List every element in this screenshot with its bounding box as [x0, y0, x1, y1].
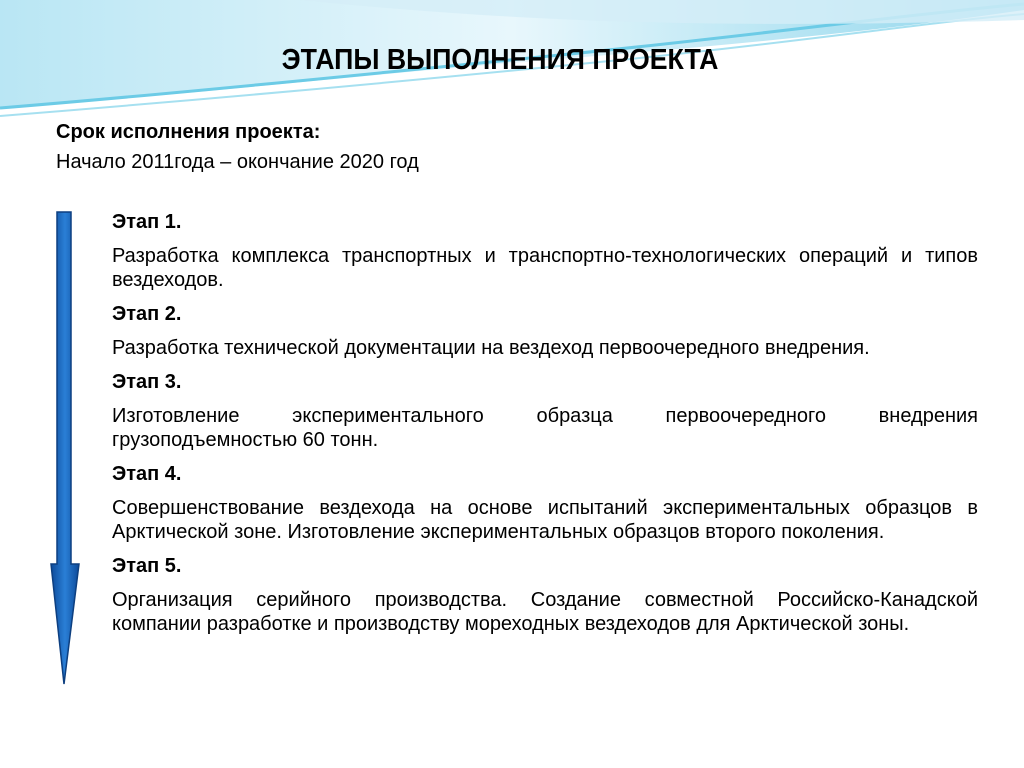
stage-label: Этап 4. [112, 463, 182, 485]
stage-item [112, 554, 978, 636]
stage-item [112, 462, 978, 544]
stage-item [112, 210, 978, 292]
stage-label: Этап 5. [112, 555, 182, 577]
stage-description: Совершенствование вездехода на основе испытаний экспериментальных образцов в Арктической зоне. Изготовление экспериментальных образцов второго поколения. [112, 497, 978, 543]
stage-description: Разработка технической документации на вездеход первоочередного внедрения. [112, 337, 870, 359]
down-arrow-icon [48, 210, 82, 688]
stage-description: Организация серийного производства. Создание совместной Российско-Канадской компании разработке и производству мореходных вездеходов для Арктической зоны. [112, 589, 978, 635]
stage-description: Изготовление экспериментального образца первоочередного внедрения грузоподъемностью 60 тонн. [112, 405, 978, 451]
stage-item [112, 302, 978, 360]
slide-title: ЭТАПЫ ВЫПОЛНЕНИЯ ПРОЕКТА [281, 44, 719, 76]
stages-list [112, 210, 978, 646]
stage-label: Этап 2. [112, 303, 182, 325]
stage-description: Разработка комплекса транспортных и транспортно-технологических операций и типов вездеходов. [112, 245, 978, 291]
term-heading: Срок исполнения проекта: [56, 121, 321, 143]
stage-label: Этап 1. [112, 211, 182, 233]
stage-item [112, 370, 978, 452]
term-dates: Начало 2011года – окончание 2020 год [56, 151, 419, 173]
stage-label: Этап 3. [112, 371, 182, 393]
